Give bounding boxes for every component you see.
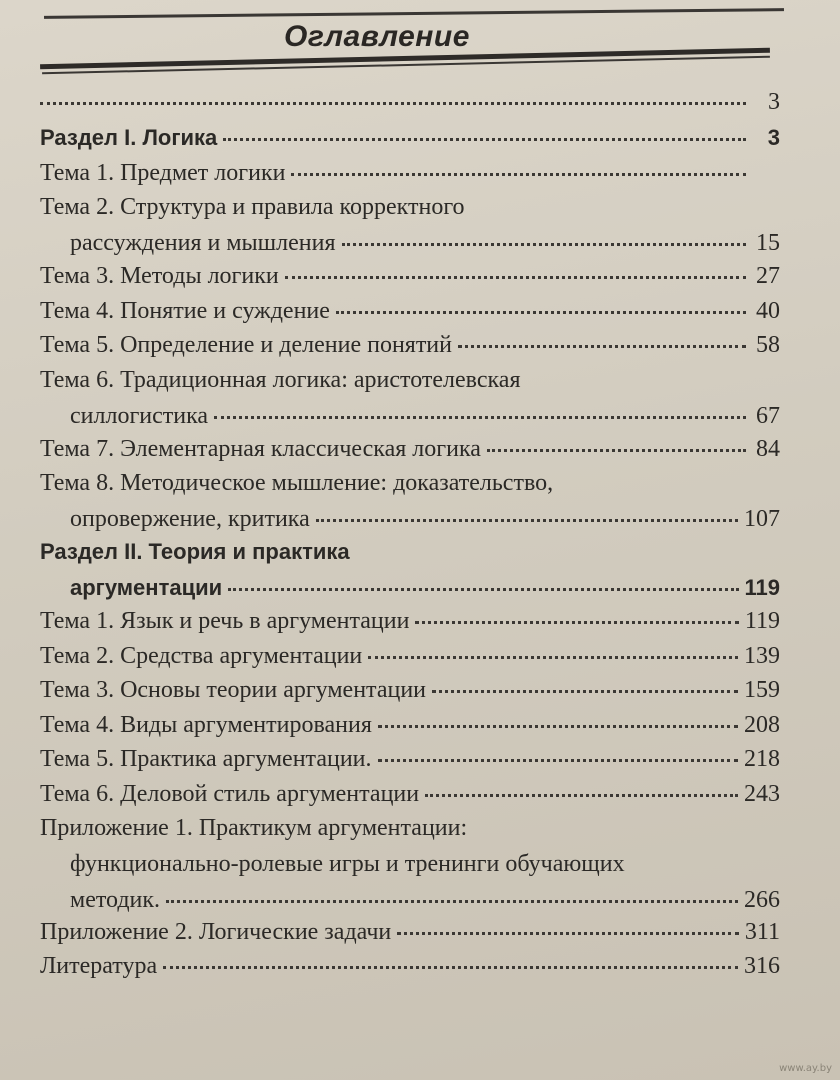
toc-entry-label: Приложение 1. Практикум аргументации:: [40, 815, 468, 841]
page-number: 27: [756, 263, 780, 289]
toc-entry: [40, 431, 780, 467]
page-number: 266: [744, 887, 780, 913]
page-number: 218: [744, 746, 780, 772]
page-title: Оглавление: [284, 20, 470, 53]
page-number: 67: [756, 402, 780, 429]
page-number: 243: [744, 780, 780, 807]
page-number: 15: [756, 230, 780, 256]
dot-leader: [214, 415, 746, 419]
dot-leader: [336, 310, 746, 314]
page-number: 40: [756, 297, 780, 324]
toc-entry: [40, 293, 780, 329]
toc-entry-label: Тема 1. Предмет логики: [40, 159, 286, 186]
toc-entry-label: Тема 6. Деловой стиль аргументации: [40, 780, 420, 807]
page-number: 119: [744, 608, 780, 634]
toc-entry-label: аргументации: [70, 575, 223, 600]
toc-section-entry: [40, 534, 780, 606]
dot-leader: [415, 620, 738, 624]
page-number: 58: [756, 332, 780, 358]
toc-entry: [40, 914, 780, 950]
toc-entry: [40, 741, 780, 777]
dot-leader: [291, 172, 746, 176]
toc-entry-label: опровержение, критика: [70, 506, 310, 532]
toc-intro-entry: [40, 84, 780, 120]
dot-leader: [432, 689, 738, 693]
toc-entry: [40, 155, 780, 191]
toc-entry-label: Тема 2. Структура и правила корректного: [40, 194, 465, 220]
dot-leader: [378, 758, 738, 762]
page-number: 159: [744, 677, 780, 703]
watermark: www.ay.by: [779, 1063, 832, 1074]
toc-entry-label: Тема 3. Основы теории аргументации: [40, 677, 427, 703]
toc-entry: [40, 672, 780, 708]
toc-entry-label: Раздел II. Теория и практика: [40, 539, 350, 564]
toc-entry: [40, 948, 780, 984]
toc-entry-label: Приложение 2. Логические задачи: [40, 918, 392, 945]
dot-leader: [378, 724, 738, 728]
toc-entry-label: Тема 4. Понятие и суждение: [40, 297, 330, 324]
toc-entry-label: Литература: [40, 953, 158, 979]
dot-leader: [458, 344, 746, 348]
dot-leader: [166, 899, 738, 903]
page-number: 84: [756, 435, 780, 462]
toc-entry-label: Раздел I. Логика: [40, 125, 218, 150]
toc-entry-label: методик.: [70, 887, 161, 913]
toc-entry-label: Тема 2. Средства аргументации: [40, 642, 363, 669]
dot-leader: [425, 793, 738, 797]
toc-entry-label: рассуждения и мышления: [70, 230, 336, 256]
dot-leader: [223, 137, 746, 141]
dot-leader: [487, 448, 746, 452]
toc-entry: [40, 465, 780, 537]
page-number: 3: [767, 125, 780, 150]
toc-entry: [40, 810, 780, 918]
toc-entry: [40, 327, 780, 363]
toc-entry-label: Тема 5. Определение и деление понятий: [40, 332, 452, 358]
page-number: 208: [744, 711, 780, 738]
toc-entry: [40, 603, 780, 639]
toc-entry-label: Тема 5. Практика аргументации.: [40, 746, 372, 772]
page-number: 316: [744, 953, 780, 979]
toc-entry-label: Тема 6. Традиционная логика: аристотелевская: [40, 366, 521, 393]
dot-leader: [163, 965, 738, 969]
page-number: 139: [744, 642, 780, 669]
toc-entry-label: Тема 7. Элементарная классическая логика: [40, 435, 481, 462]
toc-entry-label: функционально-ролевые игры и тренинги обучающих: [70, 851, 625, 877]
toc-entry-label: Тема 8. Методическое мышление: доказательство,: [40, 470, 554, 496]
toc-section-entry: [40, 120, 780, 156]
dot-leader: [285, 275, 746, 279]
toc-entry-label: Тема 1. Язык и речь в аргументации: [40, 608, 410, 634]
page-number: 107: [744, 506, 780, 532]
toc-entry: [40, 776, 780, 812]
toc-entry: [40, 362, 780, 434]
toc-entry: [40, 189, 780, 261]
toc-entry-label: Тема 3. Методы логики: [40, 263, 279, 289]
dot-leader: [40, 101, 746, 105]
page-number: 311: [744, 918, 780, 945]
dot-leader: [316, 518, 738, 522]
dot-leader: [228, 587, 738, 591]
toc-entry: [40, 638, 780, 674]
dot-leader: [368, 655, 738, 659]
toc-entry-label: Тема 4. Виды аргументирования: [40, 711, 372, 738]
toc-entry-label: силлогистика: [70, 402, 209, 429]
dot-leader: [397, 931, 739, 935]
page-number: 3: [768, 89, 780, 115]
toc-entry: [40, 258, 780, 294]
page-number: 119: [744, 575, 780, 600]
dot-leader: [342, 242, 747, 246]
toc-entry: [40, 707, 780, 743]
